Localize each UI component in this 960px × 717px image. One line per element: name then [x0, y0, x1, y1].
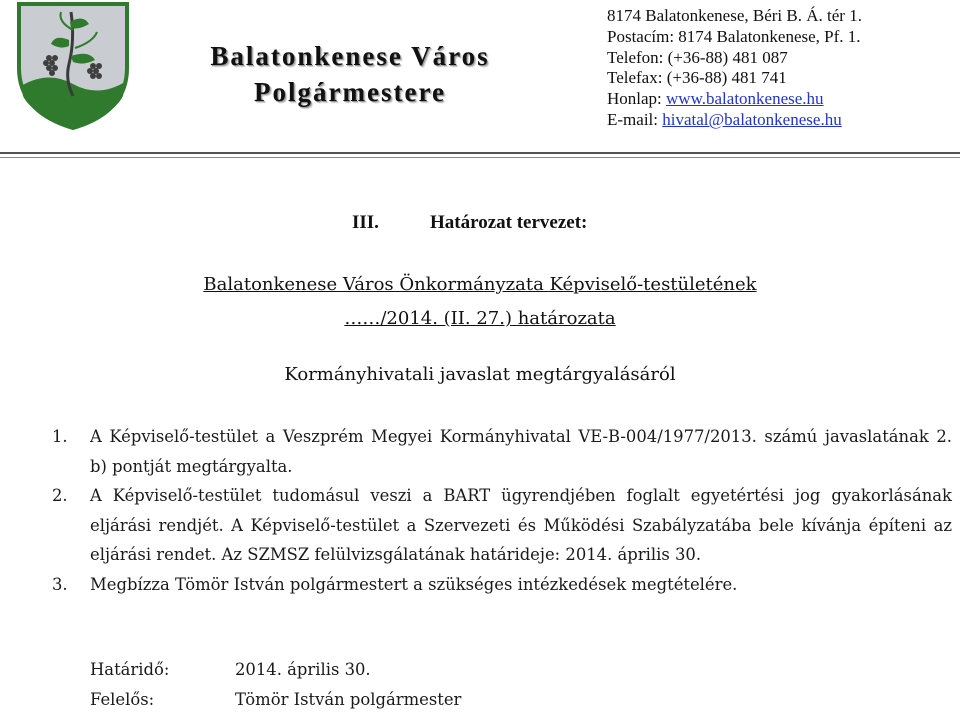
header-divider — [0, 152, 960, 154]
section-heading — [0, 212, 960, 242]
email-link[interactable]: hivatal@balatonkenese.hu — [662, 109, 842, 129]
email-row — [607, 110, 862, 131]
resolution-items — [52, 422, 952, 599]
deadline-value: 2014. április 30. — [235, 660, 371, 679]
fax: Telefax: (+36-88) 481 741 — [607, 68, 787, 88]
section-number: III. — [352, 212, 379, 233]
list-item — [52, 422, 952, 481]
subject-line-3: Kormányhivatali javaslat megtárgyalásáról — [284, 364, 676, 385]
responsible-value: Tömör István polgármester — [235, 690, 462, 709]
deadline-label: Határidő: — [90, 660, 170, 679]
item-number: 3. — [52, 574, 68, 594]
org-title-line1: Balatonkenese Város — [210, 41, 490, 71]
subject-line-2: ……/2014. (II. 27.) határozata — [344, 308, 616, 329]
subject-line-1: Balatonkenese Város Önkormányzata Képviselő-testületének — [203, 274, 757, 295]
coat-of-arms-icon — [13, 0, 133, 130]
postal-address: Postacím: 8174 Balatonkenese, Pf. 1. — [607, 26, 861, 46]
section-title: Határozat tervezet: — [430, 212, 588, 233]
item-number: 2. — [52, 486, 68, 505]
address: 8174 Balatonkenese, Béri B. Á. tér 1. — [607, 6, 862, 25]
website-label: Honlap: — [607, 89, 667, 109]
item-number: 1. — [52, 427, 68, 446]
responsible-label: Felelős: — [90, 690, 155, 709]
email-label: E-mail: — [607, 109, 663, 129]
org-title-line2: Polgármestere — [254, 77, 446, 107]
item-text: A Képviselő-testület a Veszprém Megyei Kormányhivatal VE-B-004/1977/2013. számú javaslatának 2. b) pontját megtárgyalta. — [90, 427, 952, 476]
list-item — [52, 570, 952, 600]
item-text: A Képviselő-testület tudomásul veszi a BART ügyrendjében foglalt egyetértési jog gyakorlásának eljárási rendjét. A Képviselő-testület a Szervezeti és Működési Szabályzatába bele kívánja építeni az eljárási rendet. Az SZMSZ felülvizsgálatának határideje: 2014. április 30. — [90, 486, 952, 564]
website-row — [607, 89, 862, 110]
header-divider-thin — [0, 157, 960, 158]
org-title — [170, 38, 530, 110]
item-text: Megbízza Tömör István polgármestert a szükséges intézkedések megtételére. — [90, 574, 738, 594]
contact-block — [607, 6, 862, 131]
phone: Telefon: (+36-88) 481 087 — [607, 47, 788, 67]
list-item — [52, 481, 952, 570]
website-link[interactable]: www.balatonkenese.hu — [666, 89, 824, 109]
